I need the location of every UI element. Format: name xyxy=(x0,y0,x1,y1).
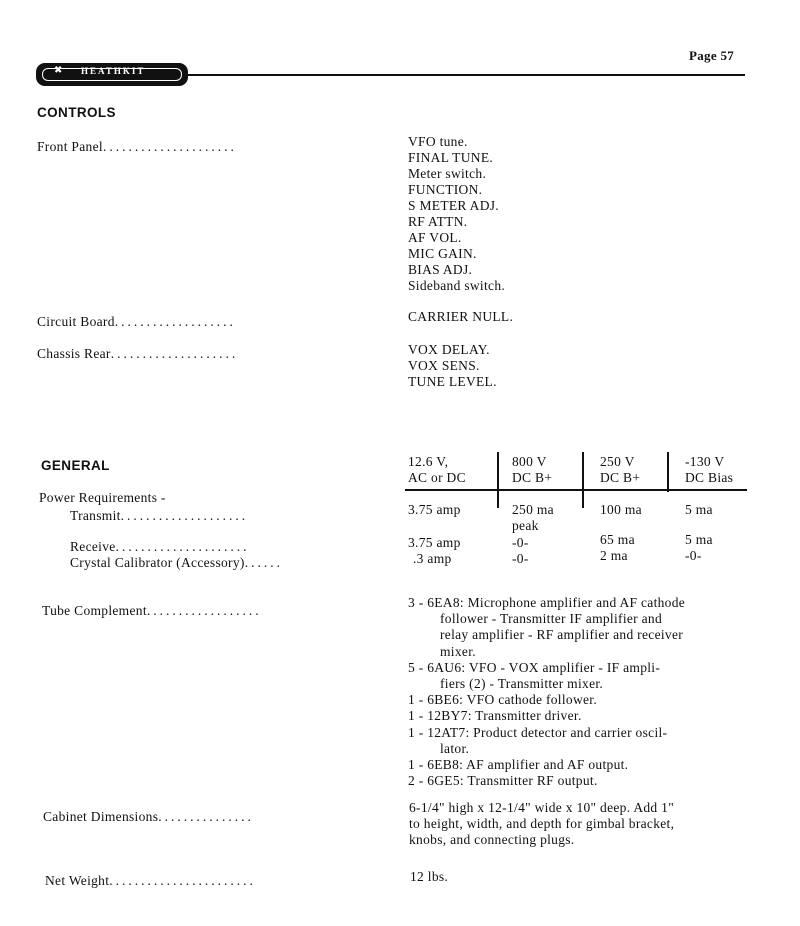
cabinet-dimensions-value xyxy=(409,800,674,849)
control-item: Sideband switch. xyxy=(408,278,506,293)
tube-complement-list xyxy=(408,595,685,789)
general-heading: GENERAL xyxy=(41,458,110,473)
control-item: BIAS ADJ. xyxy=(408,262,473,277)
table-cell-note: peak xyxy=(512,518,539,533)
net-weight-label: Net Weight....................... xyxy=(45,873,256,888)
front-panel-label: Front Panel..................... xyxy=(37,139,237,154)
control-item: RF ATTN. xyxy=(408,214,468,229)
tube-line: mixer. xyxy=(440,643,476,659)
control-item: FUNCTION. xyxy=(408,182,483,197)
tube-complement-label: Tube Complement.................. xyxy=(42,603,262,618)
table-cell: 2 ma xyxy=(600,548,628,563)
tube-line: fiers (2) - Transmitter mixer. xyxy=(440,675,604,691)
table-cell: -0- xyxy=(512,535,529,550)
table-divider xyxy=(667,452,669,492)
table-cell: 3.75 amp xyxy=(408,535,461,550)
table-row-label: Receive..................... xyxy=(70,539,250,554)
control-item: Meter switch. xyxy=(408,166,487,181)
controls-heading: CONTROLS xyxy=(37,105,116,120)
table-divider xyxy=(497,452,499,508)
table-row-label: Transmit.................... xyxy=(70,508,249,523)
logo-emblem-icon: ✖ xyxy=(54,65,63,76)
table-header-rule xyxy=(405,489,747,491)
cabinet-dimensions-label: Cabinet Dimensions............... xyxy=(43,809,254,824)
table-cell: 5 ma xyxy=(685,532,713,547)
table-cell: .3 amp xyxy=(413,551,452,566)
tube-line: 1 - 6BE6: VFO cathode follower. xyxy=(408,692,598,708)
tube-line: follower - Transmitter IF amplifier and xyxy=(440,611,663,627)
control-item: S METER ADJ. xyxy=(408,198,499,213)
column-header: 800 V DC B+ xyxy=(512,454,553,485)
tube-line: 3 - 6EA8: Microphone amplifier and AF cathode xyxy=(408,595,686,610)
tube-line: 5 - 6AU6: VFO - VOX amplifier - IF ampli- xyxy=(408,659,661,675)
control-item: TUNE LEVEL. xyxy=(408,374,497,389)
header-rule xyxy=(182,74,745,76)
circuit-board-items xyxy=(408,309,513,325)
front-panel-items xyxy=(408,134,505,294)
tube-line: 1 - 12BY7: Transmitter driver. xyxy=(408,708,582,724)
table-cell: 100 ma xyxy=(600,502,642,517)
tube-line: 1 - 12AT7: Product detector and carrier oscil- xyxy=(408,724,668,740)
chassis-rear-label: Chassis Rear.................... xyxy=(37,346,239,361)
column-header: 12.6 V, AC or DC xyxy=(408,454,466,485)
control-item: VOX SENS. xyxy=(408,358,480,373)
circuit-board-label: Circuit Board................... xyxy=(37,314,236,329)
table-cell: 5 ma xyxy=(685,502,713,517)
table-cell: 3.75 amp xyxy=(408,502,461,517)
control-item: MIC GAIN. xyxy=(408,246,477,261)
control-item: AF VOL. xyxy=(408,230,462,245)
cabinet-line: to height, width, and depth for gimbal bracket, xyxy=(409,816,675,832)
table-divider xyxy=(582,452,584,508)
table-cell: -0- xyxy=(685,548,702,563)
column-header: -130 V DC Bias xyxy=(685,454,734,485)
control-item: VFO tune. xyxy=(408,134,468,149)
control-item: FINAL TUNE. xyxy=(408,150,494,165)
cabinet-line: knobs, and connecting plugs. xyxy=(409,832,575,848)
chassis-rear-items xyxy=(408,342,497,390)
control-item: CARRIER NULL. xyxy=(408,309,514,324)
tube-line: relay amplifier - RF amplifier and receiver xyxy=(440,627,684,643)
table-cell: 250 ma xyxy=(512,502,554,517)
control-item: VOX DELAY. xyxy=(408,342,490,357)
logo-text: HEATHKIT xyxy=(81,66,146,76)
page-number: Page 57 xyxy=(689,48,735,63)
column-header: 250 V DC B+ xyxy=(600,454,641,485)
net-weight-value: 12 lbs. xyxy=(410,869,449,884)
table-cell: 65 ma xyxy=(600,532,635,547)
tube-line: lator. xyxy=(440,740,470,756)
table-cell: -0- xyxy=(512,551,529,566)
power-requirements-label: Power Requirements - xyxy=(39,490,166,505)
cabinet-line: 6-1/4" high x 12-1/4" wide x 10" deep. Add 1" xyxy=(409,800,675,815)
table-row-label: Crystal Calibrator (Accessory)...... xyxy=(70,555,283,570)
heathkit-logo xyxy=(36,63,188,86)
tube-line: 1 - 6EB8: AF amplifier and AF output. xyxy=(408,756,629,772)
tube-line: 2 - 6GE5: Transmitter RF output. xyxy=(408,773,598,789)
